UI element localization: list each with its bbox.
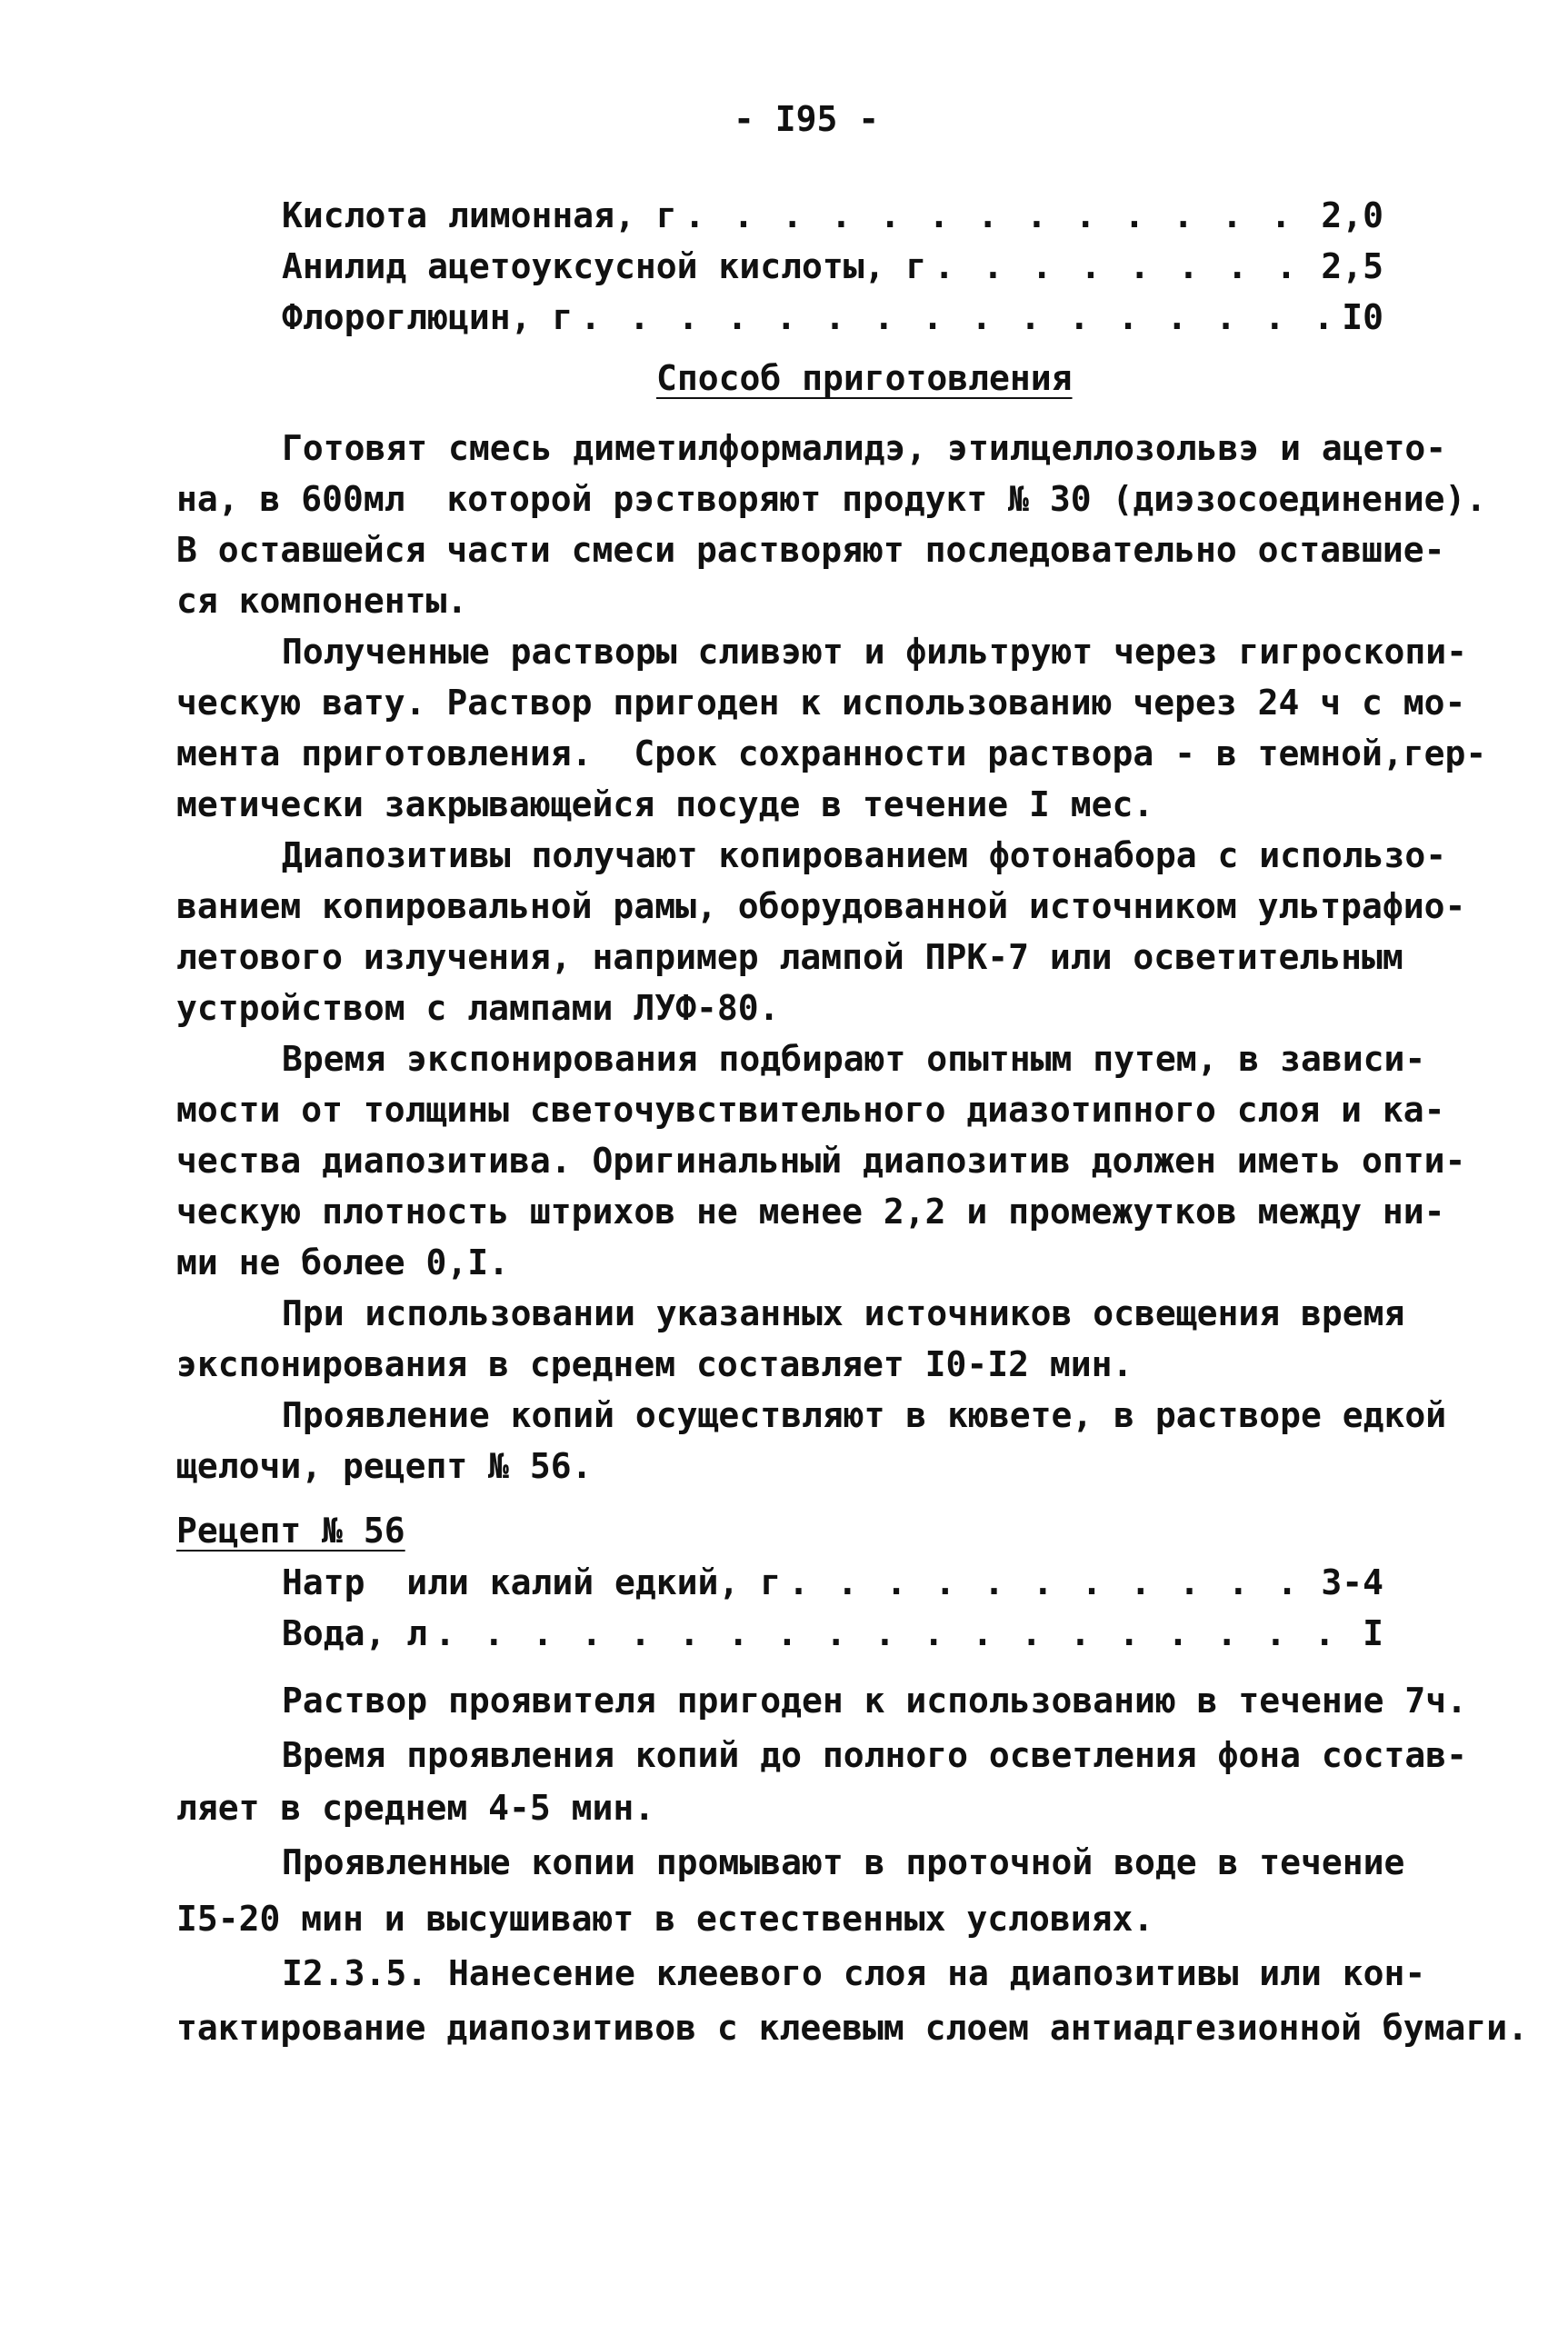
section-title: Способ приготовления — [656, 358, 1073, 398]
ingredient-value: I — [1363, 1613, 1383, 1653]
text-line: Полученные растворы сливэют и фильтруют через гигроскопи- — [282, 632, 1468, 672]
text-line: Время экспонирования подбирают опытным путем, в зависи- — [282, 1039, 1426, 1079]
text-line: мости от толщины светочувствительного диазотипного слоя и ка- — [176, 1090, 1445, 1130]
ingredient-row — [282, 1562, 1383, 1602]
page-number: - I95 - — [734, 99, 880, 139]
ingredient-value: 3-4 — [1321, 1562, 1383, 1602]
text-line: Проявленные копии промывают в проточной воде в течение — [282, 1842, 1405, 1882]
leader-dots — [781, 1565, 1321, 1600]
text-line: Готовят смесь диметилформалидэ, этилцеллозольвэ и ацето- — [282, 428, 1447, 468]
ingredient-name: Флороглюцин, г — [282, 297, 574, 337]
text-line: Проявление копий осуществляют в кювете, в растворе едкой — [282, 1395, 1447, 1435]
ingredient-name: Вода, л — [282, 1613, 428, 1653]
ingredient-value: I0 — [1342, 297, 1383, 337]
text-line: щелочи, рецепт № 56. — [176, 1446, 593, 1486]
text-line: ми не более 0,I. — [176, 1242, 510, 1282]
text-line: ческую плотность штрихов не менее 2,2 и промежутков между ни- — [176, 1192, 1445, 1232]
text-line: устройством с лампами ЛУФ-80. — [176, 988, 780, 1028]
text-line: мента приготовления. Срок сохранности раствора - в темной,гер- — [176, 733, 1487, 773]
ingredient-value: 2,0 — [1321, 195, 1383, 235]
leader-dots — [926, 249, 1321, 284]
text-line: на, в 600мл которой рэстворяют продукт № 30 (диэзосоединение). — [176, 479, 1487, 519]
ingredient-name: Кислота лимонная, г — [282, 195, 677, 235]
text-line: летового излучения, например лампой ПРК-7 или осветительным — [176, 937, 1403, 977]
text-line: Время проявления копий до полного осветления фона состав- — [282, 1735, 1468, 1775]
ingredient-value: 2,5 — [1321, 246, 1383, 286]
text-line: экспонирования в среднем составляет I0-I2 мин. — [176, 1344, 1134, 1384]
text-line: ляет в среднем 4-5 мин. — [176, 1788, 655, 1828]
ingredient-row — [282, 195, 1383, 235]
text-line: Раствор проявителя пригоден к использованию в течение 7ч. — [282, 1681, 1468, 1721]
text-line: метически закрывающейся посуде в течение I мес. — [176, 784, 1154, 824]
text-line: ванием копировальной рамы, оборудованной источником ультрафио- — [176, 886, 1466, 926]
text-line: ся компоненты. — [176, 581, 468, 621]
ingredient-name: Анилид ацетоуксусной кислоты, г — [282, 246, 927, 286]
leader-dots — [573, 300, 1342, 334]
text-line: Диапозитивы получают копированием фотонабора с использо- — [282, 835, 1447, 875]
ingredient-row — [282, 246, 1383, 286]
text-line: чества диапозитива. Оригинальный диапозитив должен иметь опти- — [176, 1141, 1466, 1181]
leader-dots — [677, 198, 1322, 233]
text-line: ческую вату. Раствор пригоден к использованию через 24 ч с мо- — [176, 683, 1466, 723]
leader-dots — [427, 1616, 1363, 1651]
text-line: При использовании указанных источников освещения время — [282, 1293, 1405, 1333]
section-heading-line: тактирование диапозитивов с клеевым слоем антиадгезионной бумаги. — [176, 2008, 1529, 2048]
recipe-title: Рецепт № 56 — [176, 1511, 405, 1551]
text-line: I5-20 мин и высушивают в естественных условиях. — [176, 1899, 1154, 1939]
ingredient-row — [282, 297, 1383, 337]
section-heading-line: I2.3.5. Нанесение клеевого слоя на диапозитивы или кон- — [282, 1953, 1426, 1993]
ingredient-row — [282, 1613, 1383, 1653]
ingredient-name: Натр или калий едкий, г — [282, 1562, 782, 1602]
text-line: В оставшейся части смеси растворяют последовательно оставшие- — [176, 530, 1445, 570]
